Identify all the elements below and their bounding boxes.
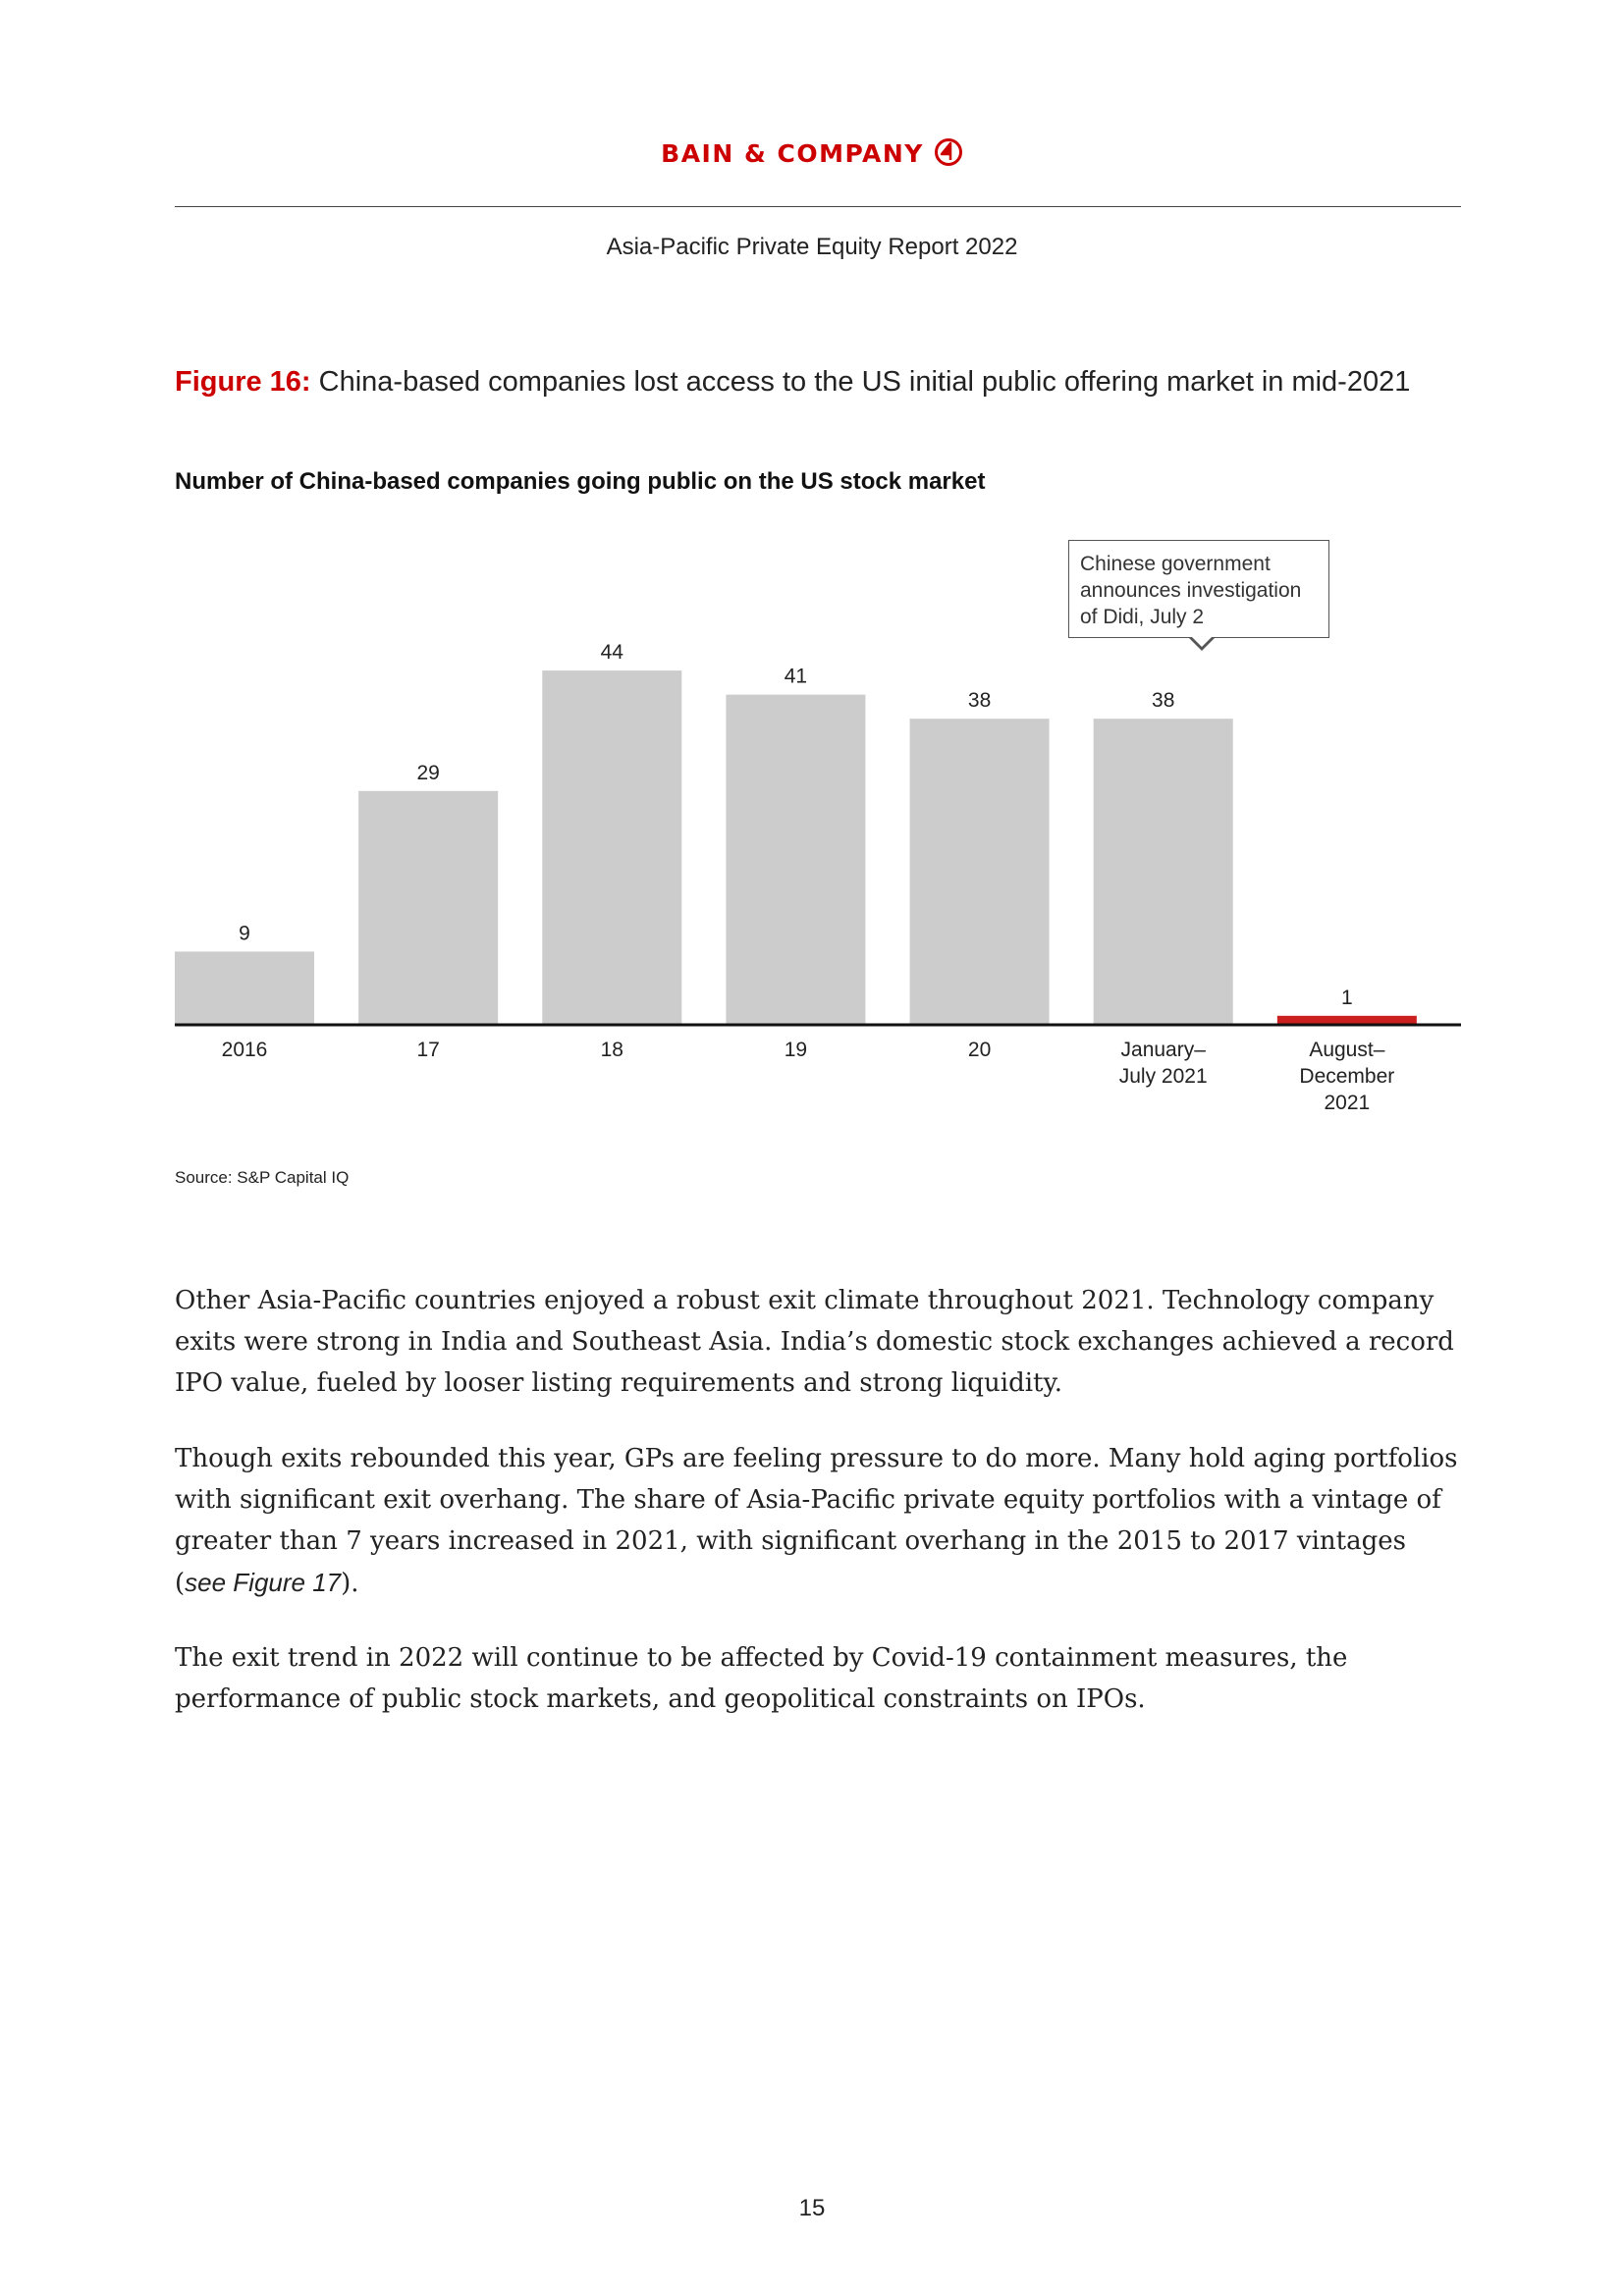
- x-tick-label: 19: [784, 1039, 808, 1061]
- x-tick-label: 2016: [221, 1039, 268, 1061]
- bar-value-label: 44: [600, 641, 623, 665]
- x-tick-label: 18: [600, 1039, 623, 1061]
- x-tick-label: January– July 2021: [1118, 1039, 1208, 1088]
- bar-2: [358, 791, 498, 1024]
- page-number: 15: [798, 2195, 826, 2221]
- paragraph-2-end: ).: [341, 1569, 359, 1598]
- bar-value-label: 29: [416, 761, 440, 784]
- source-note: Source: S&P Capital IQ: [175, 1168, 350, 1187]
- paragraph-3: The exit trend in 2022 will continue to be affected by Covid-19 containment measures, the performance of public stock markets, and geopolitical constraints on IPOs.: [175, 1643, 1348, 1714]
- bar-3: [542, 670, 681, 1024]
- bar-value-label: 1: [1341, 986, 1353, 1009]
- bar-5: [910, 719, 1050, 1024]
- x-tick-label: 17: [416, 1039, 440, 1061]
- chart-title: Number of China-based companies going public on the US stock market: [175, 468, 986, 495]
- bar-7: [1277, 1016, 1417, 1024]
- figure-title-text: China-based companies lost access to the US initial public offering market in mid-2021: [318, 366, 1411, 398]
- paragraph-2-main: Though exits rebounded this year, GPs are feeling pressure to do more. Many hold aging portfolios with significant exit overhang. The share of Asia-Pacific private equity portfolios with a vintage of greater than 7 years increased in 2021, with significant overhang in the 2015 to 2017 vintages (: [175, 1444, 1458, 1598]
- figure-label: Figure 16:: [175, 366, 311, 398]
- bar-value-label: 38: [1152, 689, 1175, 713]
- didi-callout: Chinese government announces investigation of Didi, July 2: [1068, 540, 1329, 638]
- bar-value-label: 38: [967, 689, 992, 713]
- paragraph-1: Other Asia-Pacific countries enjoyed a robust exit climate throughout 2021. Technology company exits were strong in India and Southeast Asia. India’s domestic stock exchanges achieved a record IPO value, fueled by looser listing requirements and strong liquidity.: [175, 1286, 1454, 1398]
- callout-pointer: [1188, 637, 1216, 651]
- bar-1: [175, 951, 314, 1024]
- x-tick-label: 20: [967, 1039, 992, 1061]
- x-tick-label: August– December 2021: [1299, 1039, 1395, 1114]
- bar-value-label: 9: [239, 922, 250, 945]
- figure-17-reference: see Figure 17: [185, 1568, 342, 1597]
- bar-4: [726, 695, 865, 1024]
- bar-value-label: 41: [784, 665, 808, 688]
- paragraph-2: [175, 1438, 1461, 1604]
- brand-name: BAIN & COMPANY: [661, 139, 924, 168]
- report-title: Asia-Pacific Private Equity Report 2022: [606, 234, 1018, 260]
- bar-6: [1094, 719, 1233, 1024]
